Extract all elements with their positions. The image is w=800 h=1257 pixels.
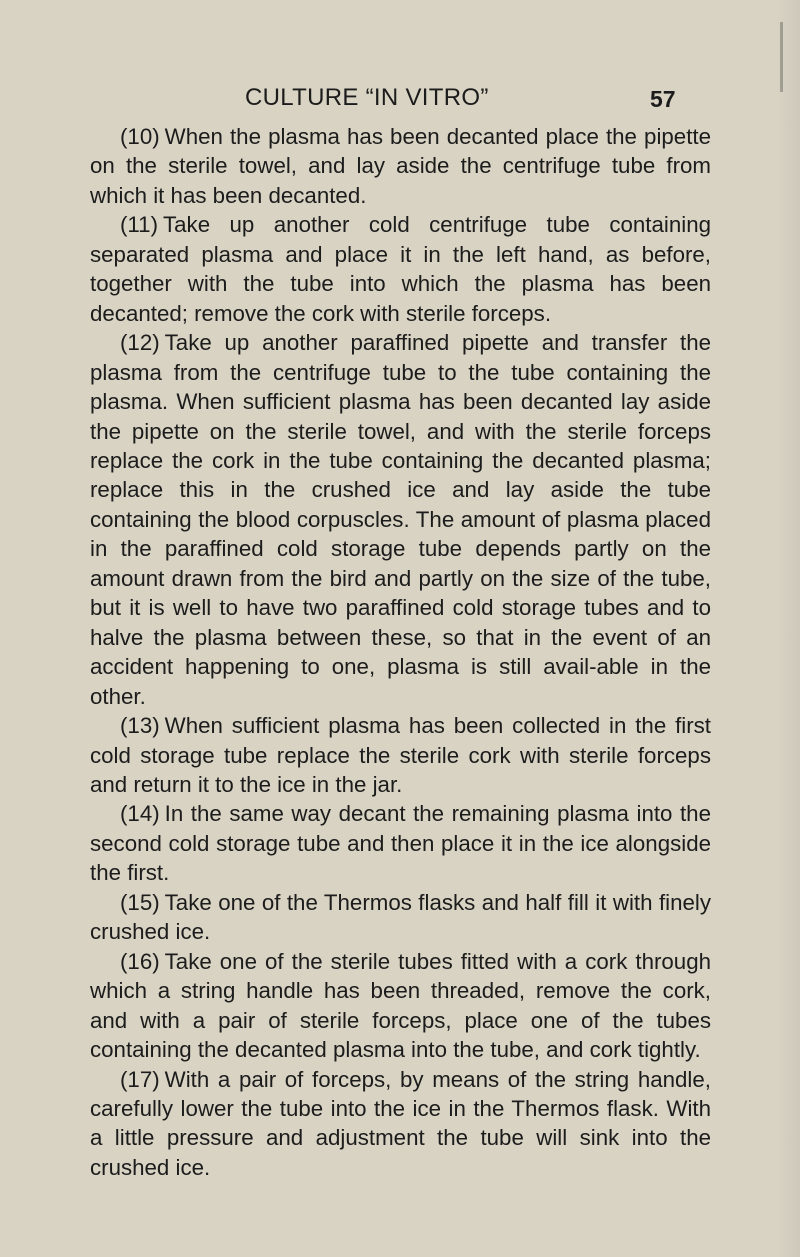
- page-edge-shadow: [776, 0, 800, 1257]
- paragraph-text: Take up another paraffined pipette and transfer the plasma from the centrifuge tube to the tube containing the plasma. When sufficient plasma has been decanted lay aside the pipette on the sterile towel, and with the sterile forceps replace the cork in the tube containing the decanted plasma; replace this in the crushed ice and lay aside the tube containing the blood corpuscles. The amount of plasma placed in the paraffined cold storage tube depends partly on the amount drawn from the bird and partly on the size of the tube, but it is well to have two paraffined cold storage tubes and to halve the plasma between these, so that in the event of an accident happening to one, plasma is still avail-able in the other.: [90, 330, 711, 709]
- paragraph-12: [90, 328, 711, 711]
- paragraph-17: [90, 1065, 711, 1183]
- paragraph-number: (16): [120, 948, 160, 974]
- paragraph-number: (14): [120, 801, 160, 827]
- paragraph-number: (12): [120, 330, 160, 356]
- paragraph-text: Take up another cold centrifuge tube containing separated plasma and place it in the left hand, as before, together with the tube into which the plasma has been decanted; remove the cork with sterile forceps.: [90, 212, 711, 326]
- paragraph-number: (13): [120, 713, 160, 739]
- paragraph-text: When sufficient plasma has been collected in the first cold storage tube replace the sterile cork with sterile forceps and return it to the ice in the jar.: [90, 713, 711, 797]
- paragraph-text: With a pair of forceps, by means of the string handle, carefully lower the tube into the ice in the Thermos flask. With a little pressure and adjustment the tube will sink into the crushed ice.: [90, 1066, 711, 1180]
- paragraph-14: [90, 799, 711, 887]
- paragraph-16: [90, 947, 711, 1065]
- paragraph-number: (17): [120, 1066, 160, 1092]
- paragraph-11: [90, 210, 711, 328]
- paragraph-number: (11): [120, 212, 158, 238]
- paragraph-text: Take one of the Thermos flasks and half fill it with finely crushed ice.: [90, 889, 711, 945]
- paragraph-text: Take one of the sterile tubes fitted with a cork through which a string handle has been threaded, remove the cork, and with a pair of sterile forceps, place one of the tubes containing the decanted plasma into the tube, and cork tightly.: [90, 948, 711, 1063]
- paragraph-15: [90, 888, 711, 947]
- paragraph-number: (15): [120, 889, 160, 915]
- paragraph-13: [90, 711, 711, 799]
- paragraph-10: [90, 122, 711, 210]
- body-text: [90, 122, 711, 1182]
- paragraph-text: In the same way decant the remaining plasma into the second cold storage tube and then place it in the ice alongside the first.: [90, 801, 711, 886]
- paragraph-number: (10): [120, 124, 160, 149]
- page-header: [0, 76, 800, 116]
- running-title: CULTURE “IN VITRO”: [245, 84, 489, 111]
- page-number: 57: [650, 86, 676, 112]
- paragraph-text: When the plasma has been decanted place the pipette on the sterile towel, and lay aside the centrifuge tube from which it has been decanted.: [90, 124, 711, 208]
